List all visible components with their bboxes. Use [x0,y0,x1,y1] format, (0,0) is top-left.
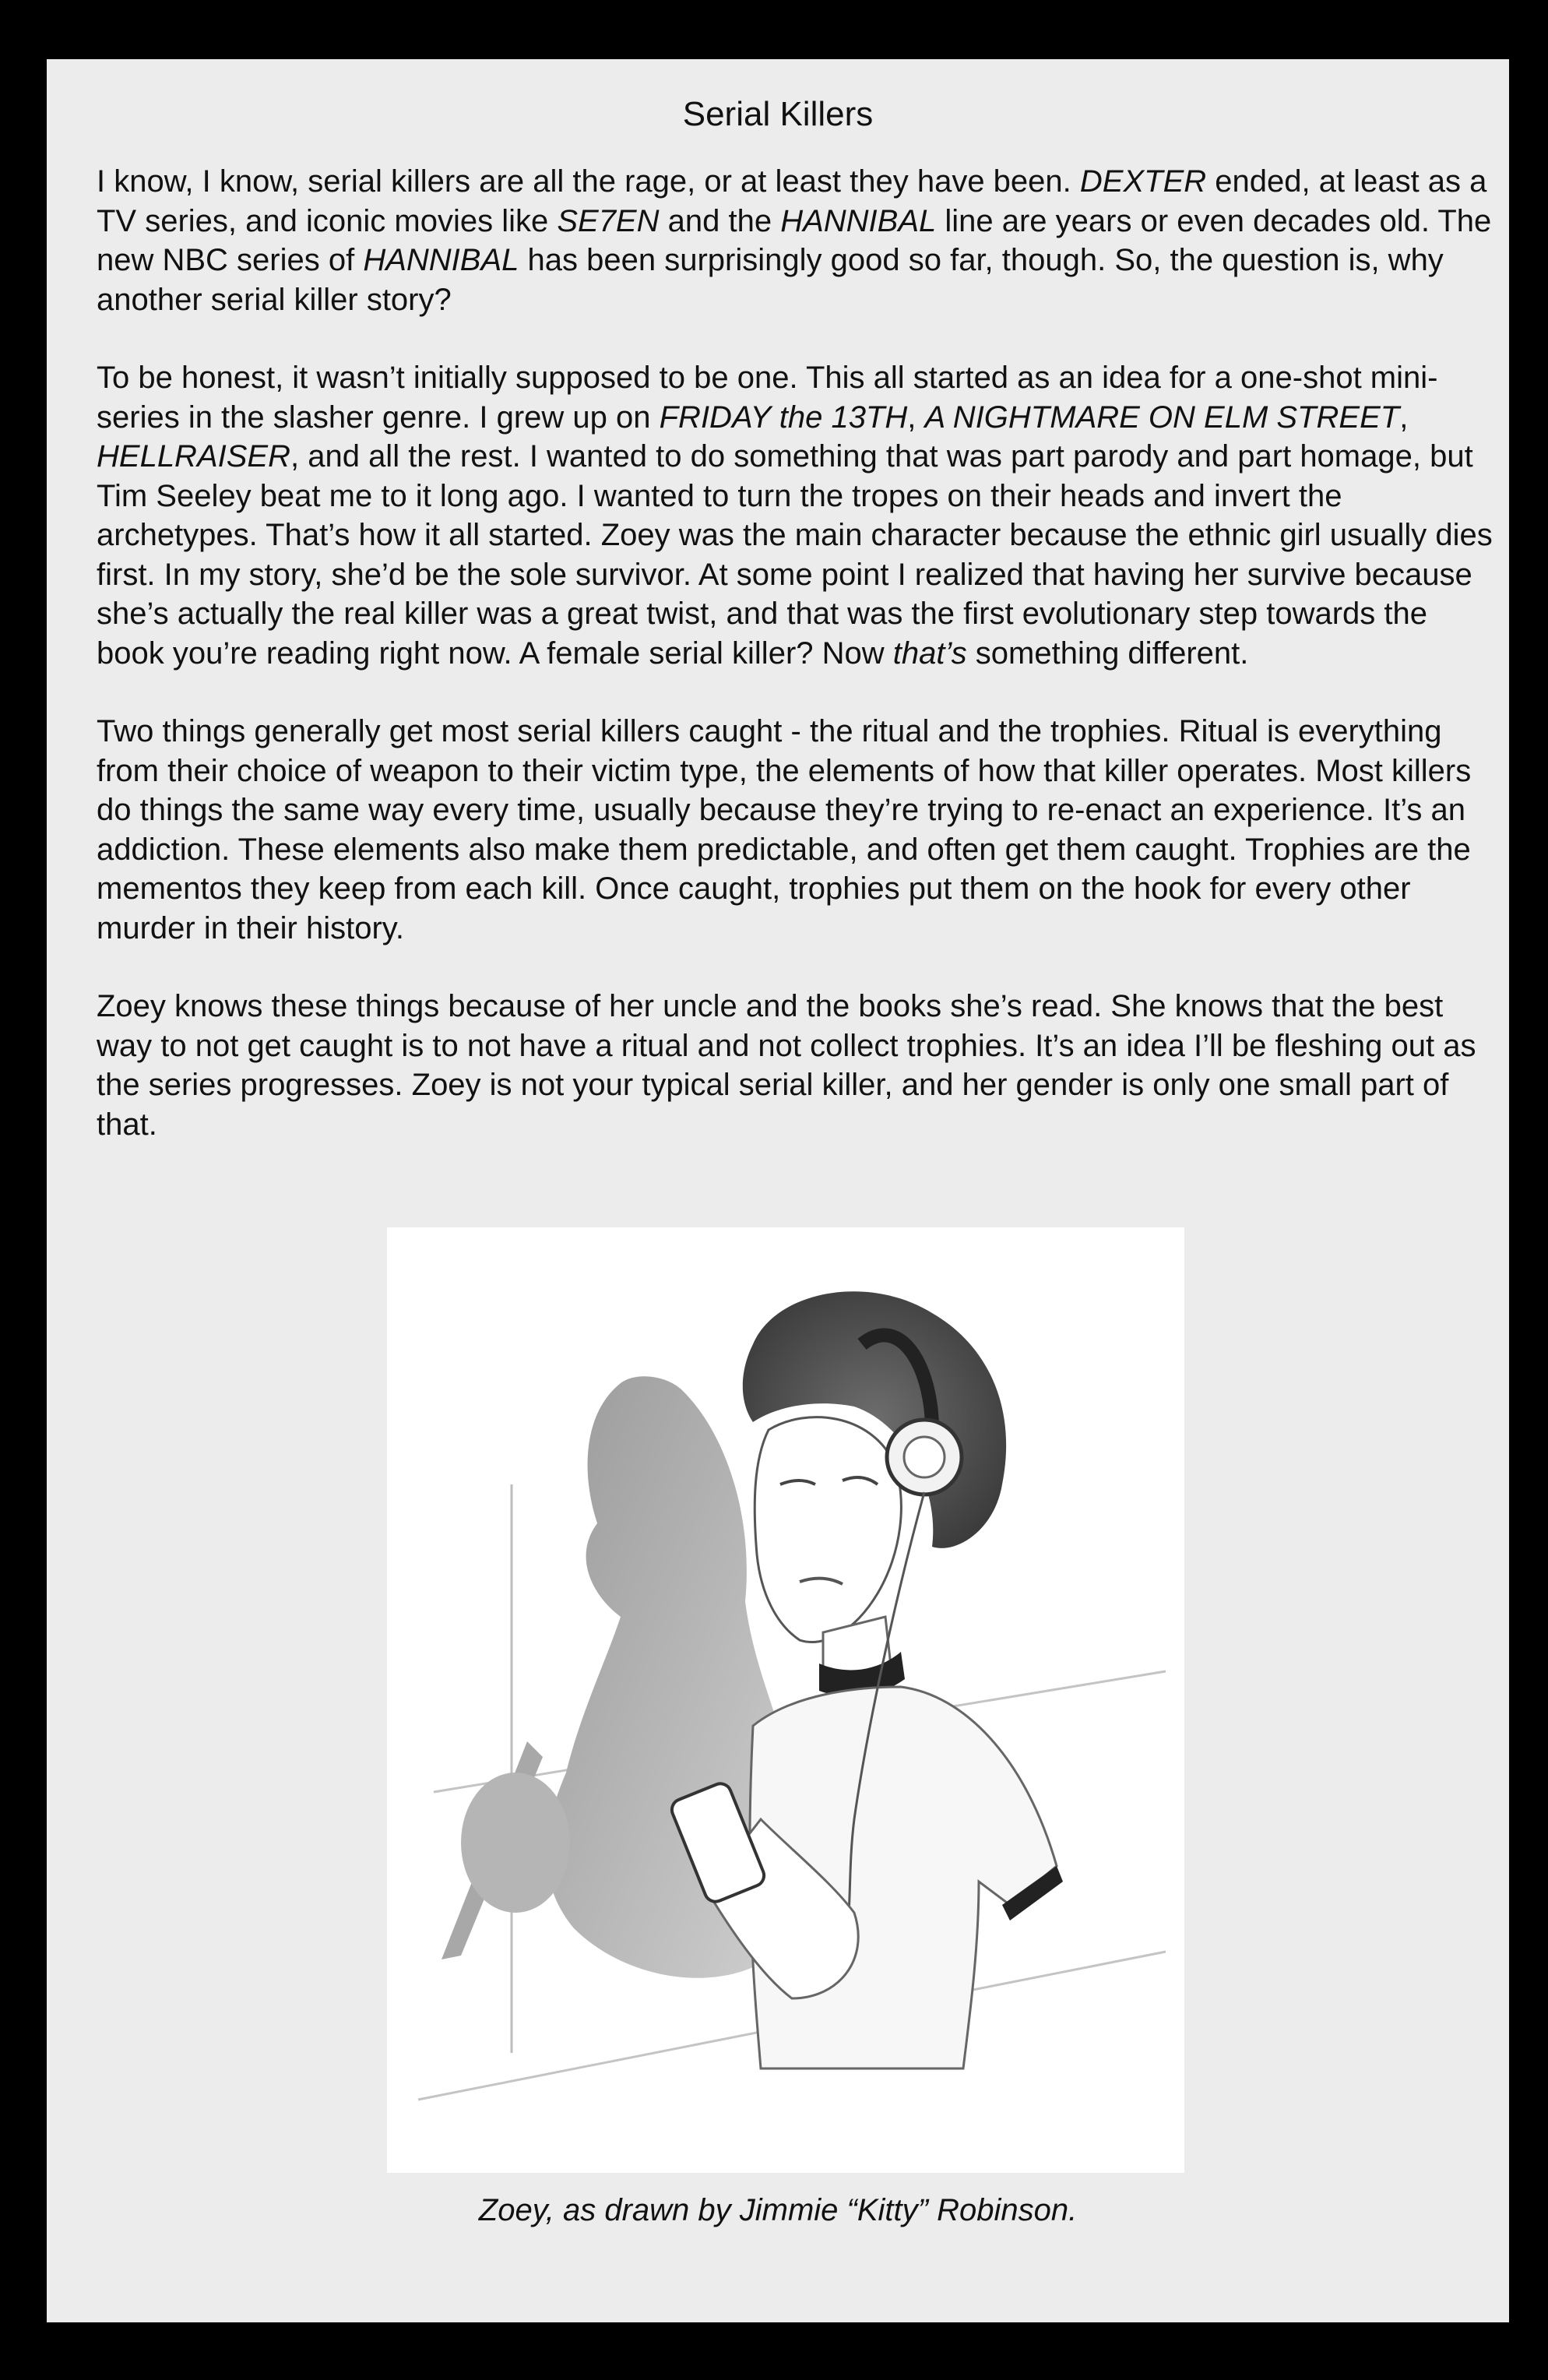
paragraph-text: ended, at least as a TV series, and iconic movies like [97,164,1487,238]
italic-title-text: that’s [892,635,967,671]
italic-title-text: HANNIBAL [780,203,937,238]
zoey-illustration [387,1227,1184,2173]
paragraph-2 [97,358,1498,673]
italic-title-text: HANNIBAL [363,243,519,277]
paragraph-text: has been surprisingly good so far, though. So, the question is, why another serial killer story? [97,243,1444,317]
paragraph-1 [97,162,1498,319]
paragraph-3 [97,712,1498,948]
zoey-drawing [387,1227,1184,2173]
italic-title-text: A NIGHTMARE ON ELM STREET [924,400,1400,435]
paragraph-text: , [1399,400,1409,435]
paragraph-text: line are years or even decades old. The new NBC series of [97,203,1492,277]
illustration-caption: Zoey, as drawn by Jimmie “Kitty” Robinson. [478,2193,1078,2227]
page [47,59,1509,2322]
italic-title-text: FRIDAY the 13TH [659,400,908,435]
italic-title-text: DEXTER [1079,164,1207,199]
paragraph-text: something different. [966,635,1249,671]
paragraph-text: To be honest, it wasn’t initially supposed to be one. This all started as an idea for a one-shot mini-series in the slasher genre. I grew up on [97,361,1438,435]
article-body [97,162,1498,1183]
paragraph-text: Two things generally get most serial killers caught - the ritual and the trophies. Ritual is everything from their choice of weapon to their victim type, the elements of how that killer operates. Most killers do things the same way every time, usually because they’re trying to re-enact an experience. It’s an addiction. These elements also make them predictable, and often get them caught. Trophies are the mementos they keep from each kill. Once caught, trophies put them on the hook for every other murder in their history. [97,714,1472,945]
italic-title-text: HELLRAISER [97,439,290,474]
italic-title-text: SE7EN [557,203,660,238]
paragraph-text: and the [659,203,781,238]
paragraph-text: Zoey knows these things because of her uncle and the books she’s read. She knows that the best way to not get caught is to not have a ritual and not collect trophies. It’s an idea I’ll be fleshing out as the series progresses. Zoey is not your typical serial killer, and her gender is only one small part of that. [97,989,1476,1142]
paragraph-text: , [907,400,925,435]
paragraph-text: I know, I know, serial killers are all the rage, or at least they have been. [97,164,1080,199]
article-title: Serial Killers [682,95,874,133]
paragraph-4 [97,987,1498,1144]
paragraph-text: , and all the rest. I wanted to do something that was part parody and part homage, but Tim Seeley beat me to it long ago. I wanted to turn the tropes on their heads and invert the archetypes. That’s how it all started. Zoey was the main character because the ethnic girl usually dies first. In my story, she’d be the sole survivor. At some point I realized that having her survive because she’s actually the real killer was a great twist, and that was the first evolutionary step towards the book you’re reading right now. A female serial killer? Now [97,439,1493,671]
